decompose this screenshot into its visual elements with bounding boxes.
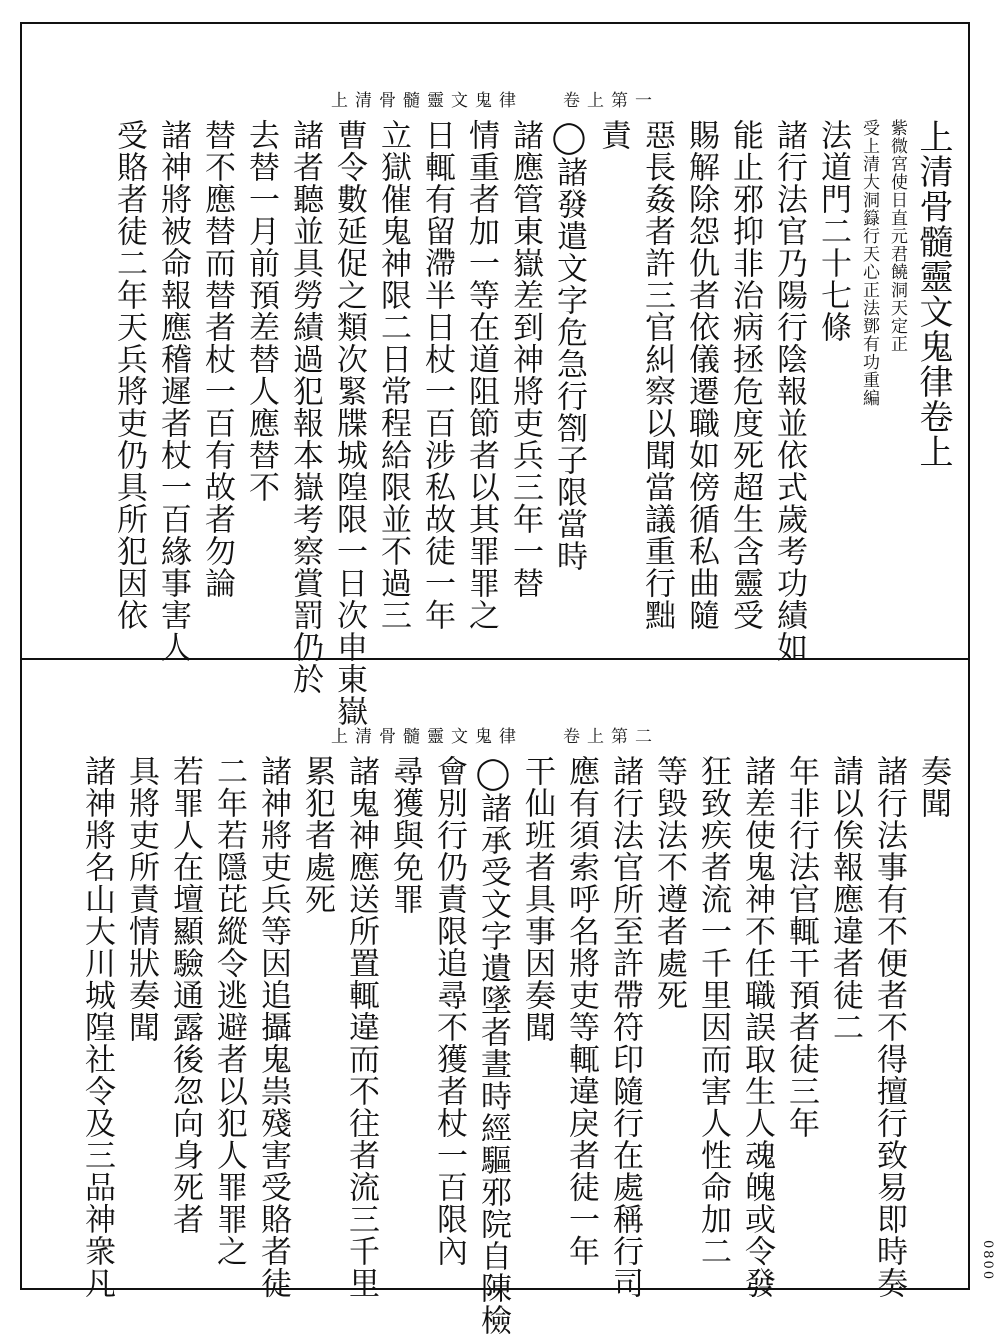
text-column: 曹令數延促之類次緊牒城隍限一日次申東嶽 <box>331 119 367 727</box>
top-text-columns <box>110 119 952 727</box>
text-column: 上清骨髓靈文鬼律卷上 <box>913 119 953 469</box>
text-column: 諸差使鬼神不任職誤取生人魂魄或令發 <box>739 755 775 1299</box>
text-column: 情重者加一等在道阻節者以其罪罪之 <box>463 119 499 631</box>
text-column: 若罪人在壇顯驗通露後忽向身死者 <box>167 755 203 1235</box>
text-column: 紫微宮使日直元君饒洞天定正 <box>887 119 907 353</box>
top-header-folio: 卷上第一 <box>563 91 659 111</box>
text-column: 年非行法官輒干預者徒三年 <box>783 755 819 1139</box>
text-column: 諸者聽並具勞績過犯報本嶽考察賞罰仍於 <box>287 119 323 695</box>
text-column: 累犯者處死 <box>299 755 335 915</box>
text-column: 諸行法官所至許帶符印隨行在處稱行司 <box>607 755 643 1299</box>
bottom-header-folio: 卷上第二 <box>563 727 659 747</box>
text-column: 尋獲與免罪 <box>387 755 423 915</box>
top-header-book: 上清骨髓靈文鬼律 <box>331 91 523 111</box>
text-column: 狂致疾者流一千里因而害人性命加二 <box>695 755 731 1267</box>
text-column: ◯諸發遣文字危急行劄子限當時 <box>551 119 587 572</box>
bottom-header-book: 上清骨髓靈文鬼律 <box>331 727 523 747</box>
text-column: 諸行法官乃陽行陰報並依式歲考功績如 <box>771 119 807 663</box>
bottom-header <box>22 722 968 747</box>
text-column: 受上清大洞籙行天心正法鄧有功重編 <box>859 119 879 407</box>
text-column: 諸神將被命報應稽遲者杖一百緣事害人 <box>155 119 191 663</box>
text-column: 立獄催鬼神限二日常程給限並不過三 <box>375 119 411 631</box>
text-column: 諸鬼神應送所置輒違而不往者流三千里 <box>343 755 379 1299</box>
text-column: 惡長姦者許三官糾察以聞當議重行黜 <box>639 119 675 631</box>
text-column: 具將吏所責情狀奏聞 <box>123 755 159 1043</box>
bottom-text-columns <box>78 755 952 1336</box>
text-column: 諸神將名山大川城隍社令及三品神衆凡 <box>79 755 115 1299</box>
text-column: 會別行仍責限追尋不獲者杖一百限內 <box>431 755 467 1267</box>
text-column: 應有須索呼名將吏等輒違戾者徒一年 <box>563 755 599 1267</box>
text-column: 受賂者徒二年天兵將吏仍具所犯因依 <box>111 119 147 631</box>
text-column: ◯諸承受文字遺墜者晝時經驅邪院自陳檢 <box>475 755 511 1336</box>
text-column: 日輒有留滯半日杖一百涉私故徒一年 <box>419 119 455 631</box>
text-column: 責 <box>595 119 631 151</box>
text-column: 去替一月前預差替人應替不 <box>243 119 279 503</box>
text-column: 能止邪抑非治病拯危度死超生含靈受 <box>727 119 763 631</box>
text-column: 諸神將吏兵等因追攝鬼祟殘害受賂者徒 <box>255 755 291 1299</box>
text-column: 替不應替而替者杖一百有故者勿論 <box>199 119 235 599</box>
text-column: 諸應管東嶽差到神將吏兵三年一替 <box>507 119 543 599</box>
top-panel <box>22 24 968 727</box>
text-column: 奏聞 <box>915 755 951 819</box>
text-column: 請以俟報應違者徒二 <box>827 755 863 1043</box>
text-column: 賜解除怨仇者依儀遷職如傍循私曲隨 <box>683 119 719 631</box>
text-column: 二年若隱芘縱令逃避者以犯人罪罪之 <box>211 755 247 1267</box>
text-column: 法道門二十七條 <box>815 119 851 343</box>
text-column: 干仙班者具事因奏聞 <box>519 755 555 1043</box>
top-header <box>22 86 968 111</box>
text-column: 等毀法不遵者處死 <box>651 755 687 1011</box>
text-column: 諸行法事有不便者不得擅行致易即時奏 <box>871 755 907 1299</box>
bottom-panel <box>22 660 968 1336</box>
page-margin-number: 0800 <box>980 1240 995 1282</box>
